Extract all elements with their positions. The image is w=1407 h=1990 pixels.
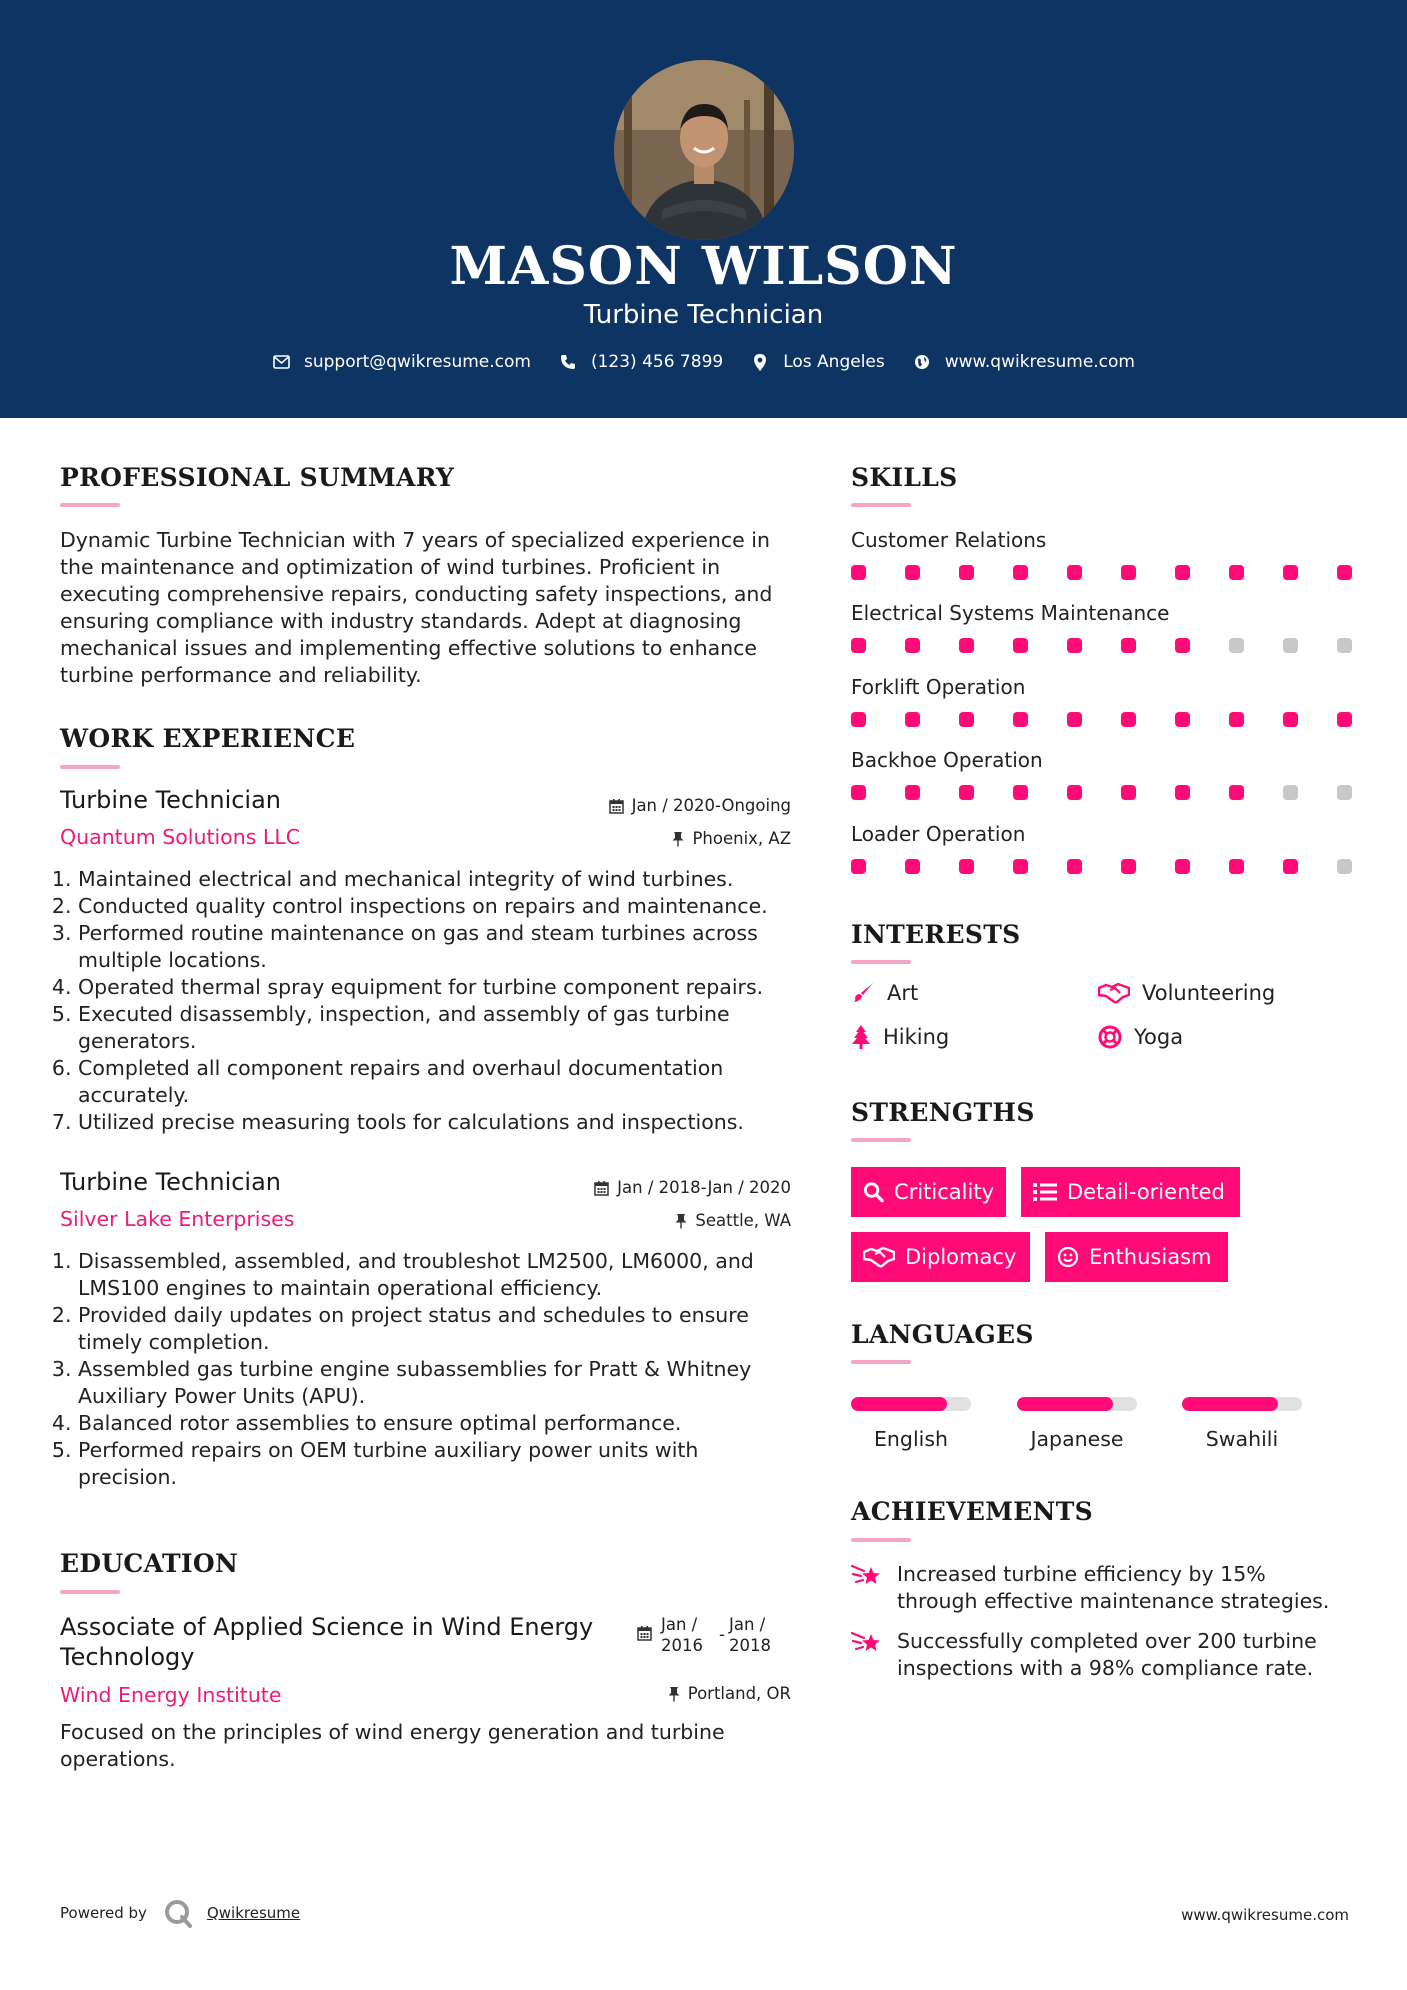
location-text: Los Angeles <box>783 352 885 372</box>
job-location-text: Seattle, WA <box>695 1211 791 1230</box>
rating-dot-filled <box>905 712 920 727</box>
company-name: Quantum Solutions LLC <box>60 825 301 849</box>
envelope-icon <box>272 353 290 371</box>
strength-label: Enthusiasm <box>1089 1245 1212 1269</box>
rating-dot-filled <box>1175 638 1190 653</box>
experience-underline <box>60 765 120 769</box>
list-item: 6. Completed all component repairs and overhaul documentation accurately. <box>78 1055 818 1109</box>
rating-dot-filled <box>1121 565 1136 580</box>
achievement-text: Increased turbine efficiency by 15% through effective maintenance strategies. <box>897 1562 1330 1613</box>
shooting-star-icon <box>851 1563 883 1589</box>
language-level-fill <box>1017 1397 1113 1411</box>
rating-dot-empty <box>1283 785 1298 800</box>
qwikresume-link[interactable]: Qwikresume <box>206 1904 301 1922</box>
skills-underline <box>851 503 911 507</box>
contact-phone[interactable] <box>559 352 723 372</box>
list-item: 2. Provided daily updates on project status and schedules to ensure timely completion. <box>78 1302 798 1356</box>
rating-dot-filled <box>905 565 920 580</box>
powered-by-text: Powered by <box>60 1904 147 1922</box>
smile-icon <box>1057 1246 1079 1268</box>
rating-dot-filled <box>851 785 866 800</box>
candidate-name: MASON WILSON <box>449 236 958 297</box>
rating-dot-filled <box>1229 859 1244 874</box>
pushpin-icon <box>668 1686 680 1702</box>
contact-bar <box>0 352 1407 372</box>
skill-name: Electrical Systems Maintenance <box>851 601 1170 625</box>
rating-dot-filled <box>905 859 920 874</box>
strength-tag <box>851 1232 1030 1282</box>
rating-dot-filled <box>959 638 974 653</box>
phone-icon <box>559 353 577 371</box>
pushpin-icon <box>675 1213 687 1229</box>
list-item: 4. Operated thermal spray equipment for turbine component repairs. <box>78 974 818 1001</box>
company-name: Silver Lake Enterprises <box>60 1207 295 1231</box>
language-level-bar <box>1017 1397 1137 1411</box>
language-name: English <box>873 1427 949 1451</box>
globe-icon <box>913 353 931 371</box>
rating-dot-filled <box>851 638 866 653</box>
rating-dot-filled <box>1121 712 1136 727</box>
rating-dot-filled <box>1229 712 1244 727</box>
school-name: Wind Energy Institute <box>60 1683 282 1707</box>
education-underline <box>60 1590 120 1594</box>
rating-dot-filled <box>1067 638 1082 653</box>
strength-label: Detail-oriented <box>1067 1180 1225 1204</box>
rating-dot-empty <box>1337 638 1352 653</box>
education-location <box>560 1684 791 1703</box>
achievements-heading: ACHIEVEMENTS <box>851 1497 1093 1526</box>
language-name: Swahili <box>1205 1427 1279 1451</box>
rating-dot-filled <box>1175 712 1190 727</box>
job-location-text: Phoenix, AZ <box>692 829 791 848</box>
rating-dot-filled <box>1175 859 1190 874</box>
achievement-item <box>851 1561 1351 1615</box>
education-description: Focused on the principles of wind energy generation and turbine operations. <box>60 1720 725 1771</box>
skill-name: Backhoe Operation <box>851 748 1043 772</box>
lifering-icon <box>1098 1025 1122 1049</box>
interests-underline <box>851 960 911 964</box>
skill-name: Forklift Operation <box>851 675 1026 699</box>
strengths-heading: STRENGTHS <box>851 1098 1035 1127</box>
rating-dot-filled <box>851 712 866 727</box>
achievements-underline <box>851 1538 911 1542</box>
summary-text: Dynamic Turbine Technician with 7 years of specialized experience in the maintenance and optimization of wind turbines. Proficient in executing comprehensive repairs, conducting safety inspections, and ensuring compliance with industry standards. Adept at diagnosing mechanical issues and implementing effective solutions to enhance turbine performance and reliability. <box>60 528 773 687</box>
interests-heading: INTERESTS <box>851 920 1021 949</box>
education-location-text: Portland, OR <box>687 1684 791 1703</box>
rating-dot-filled <box>851 565 866 580</box>
shooting-star-icon <box>851 1630 883 1656</box>
handshake-icon <box>1098 982 1130 1004</box>
job-date-text: Jan / 2020-Ongoing <box>631 796 791 815</box>
contact-email[interactable] <box>272 352 531 372</box>
list-item: 1. Disassembled, assembled, and troubleshot LM2500, LM6000, and LMS100 engines to maintain operational efficiency. <box>78 1248 798 1302</box>
contact-website[interactable] <box>913 352 1135 372</box>
language-level-fill <box>1182 1397 1278 1411</box>
rating-dot-filled <box>959 712 974 727</box>
footer-website[interactable]: www.qwikresume.com <box>1181 1906 1349 1924</box>
achievement-item <box>851 1628 1351 1682</box>
calendar-icon <box>609 798 624 814</box>
rating-dot-filled <box>1067 565 1082 580</box>
skill-name: Loader Operation <box>851 822 1026 846</box>
experience-heading: WORK EXPERIENCE <box>60 724 356 753</box>
rating-dot-filled <box>1283 712 1298 727</box>
rating-dot-empty <box>1337 785 1352 800</box>
interest-hiking <box>851 1025 949 1049</box>
language-level-bar <box>1182 1397 1302 1411</box>
skill-rating <box>851 565 1352 580</box>
skill-rating <box>851 638 1352 653</box>
rating-dot-filled <box>905 785 920 800</box>
strength-tag <box>1045 1232 1228 1282</box>
language-name: Japanese <box>1030 1427 1124 1451</box>
education-dates <box>637 1614 779 1656</box>
footer-powered-by <box>60 1898 300 1928</box>
map-marker-icon <box>751 353 769 371</box>
job-date-text: Jan / 2018-Jan / 2020 <box>617 1178 791 1197</box>
interest-label: Yoga <box>1134 1025 1184 1049</box>
email-text: support@qwikresume.com <box>304 352 531 372</box>
language-level-fill <box>851 1397 947 1411</box>
tree-icon <box>851 1025 871 1049</box>
rating-dot-filled <box>1067 859 1082 874</box>
list-item: 3. Assembled gas turbine engine subassemblies for Pratt & Whitney Auxiliary Power Units (APU). <box>78 1356 798 1410</box>
rating-dot-filled <box>1229 785 1244 800</box>
rating-dot-filled <box>1013 712 1028 727</box>
list-item: 7. Utilized precise measuring tools for calculations and inspections. <box>78 1109 818 1136</box>
search-icon <box>863 1181 884 1203</box>
list-item: 3. Performed routine maintenance on gas and steam turbines across multiple locations. <box>78 920 818 974</box>
pushpin-icon <box>672 831 684 847</box>
rating-dot-filled <box>1013 638 1028 653</box>
rating-dot-filled <box>959 785 974 800</box>
interest-art <box>851 981 918 1005</box>
job-title: Turbine Technician <box>60 786 282 814</box>
job-date <box>560 796 791 815</box>
contact-location <box>751 352 885 372</box>
rating-dot-filled <box>1337 565 1352 580</box>
rating-dot-filled <box>1337 712 1352 727</box>
handshake-icon <box>863 1246 895 1268</box>
rating-dot-filled <box>1229 565 1244 580</box>
list-item: 4. Balanced rotor assemblies to ensure optimal performance. <box>78 1410 798 1437</box>
resume-header <box>0 0 1407 418</box>
rating-dot-filled <box>851 859 866 874</box>
education-end-date: Jan / 2018 <box>728 1615 771 1655</box>
rating-dot-filled <box>1067 712 1082 727</box>
candidate-title: Turbine Technician <box>583 300 824 330</box>
rating-dot-filled <box>1283 565 1298 580</box>
calendar-icon <box>637 1625 652 1641</box>
rating-dot-filled <box>1175 785 1190 800</box>
list-item: 5. Executed disassembly, inspection, and assembly of gas turbine generators. <box>78 1001 818 1055</box>
rating-dot-filled <box>959 859 974 874</box>
interest-yoga <box>1098 1025 1183 1049</box>
list-item: 5. Performed repairs on OEM turbine auxiliary power units with precision. <box>78 1437 798 1491</box>
paintbrush-icon <box>851 981 875 1005</box>
job-location <box>560 1211 791 1230</box>
job-date <box>540 1178 791 1197</box>
education-heading: EDUCATION <box>60 1549 239 1578</box>
languages-underline <box>851 1360 911 1364</box>
strength-label: Diplomacy <box>905 1245 1017 1269</box>
strength-tag <box>851 1167 1006 1217</box>
qwikresume-logo-icon <box>163 1898 193 1928</box>
rating-dot-empty <box>1229 638 1244 653</box>
calendar-icon <box>594 1180 609 1196</box>
degree-title: Associate of Applied Science in Wind Energy Technology <box>60 1613 594 1671</box>
rating-dot-filled <box>1121 859 1136 874</box>
date-separator: - <box>719 1625 725 1644</box>
job-location <box>560 829 791 848</box>
list-item: 2. Conducted quality control inspections on repairs and maintenance. <box>78 893 818 920</box>
rating-dot-empty <box>1337 859 1352 874</box>
education-start-date: Jan / 2016 <box>661 1615 703 1655</box>
website-text: www.qwikresume.com <box>944 352 1135 372</box>
skill-rating <box>851 859 1352 874</box>
profile-photo <box>614 60 794 240</box>
rating-dot-filled <box>1121 638 1136 653</box>
rating-dot-filled <box>1067 785 1082 800</box>
skill-name: Customer Relations <box>851 528 1047 552</box>
rating-dot-filled <box>1283 859 1298 874</box>
rating-dot-filled <box>959 565 974 580</box>
phone-text: (123) 456 7899 <box>590 352 724 372</box>
rating-dot-filled <box>1013 565 1028 580</box>
strengths-underline <box>851 1138 911 1142</box>
achievement-text: Successfully completed over 200 turbine inspections with a 98% compliance rate. <box>897 1629 1317 1680</box>
strength-label: Criticality <box>894 1180 994 1204</box>
strength-tag <box>1021 1167 1240 1217</box>
job-duties-list <box>60 866 818 1136</box>
list-item: 1. Maintained electrical and mechanical integrity of wind turbines. <box>78 866 818 893</box>
rating-dot-filled <box>905 638 920 653</box>
rating-dot-filled <box>1175 565 1190 580</box>
skill-rating <box>851 785 1352 800</box>
rating-dot-filled <box>1013 785 1028 800</box>
skill-rating <box>851 712 1352 727</box>
job-title: Turbine Technician <box>60 1168 282 1196</box>
list-icon <box>1033 1182 1057 1202</box>
interest-label: Art <box>887 981 919 1005</box>
interest-volunteering <box>1098 981 1275 1005</box>
rating-dot-empty <box>1283 638 1298 653</box>
summary-underline <box>60 503 120 507</box>
language-level-bar <box>851 1397 971 1411</box>
interest-label: Volunteering <box>1142 981 1276 1005</box>
interest-label: Hiking <box>883 1025 950 1049</box>
rating-dot-filled <box>1121 785 1136 800</box>
languages-heading: LANGUAGES <box>851 1320 1034 1349</box>
skills-heading: SKILLS <box>851 463 958 492</box>
rating-dot-filled <box>1013 859 1028 874</box>
summary-heading: PROFESSIONAL SUMMARY <box>60 463 455 492</box>
job-duties-list <box>60 1248 798 1491</box>
